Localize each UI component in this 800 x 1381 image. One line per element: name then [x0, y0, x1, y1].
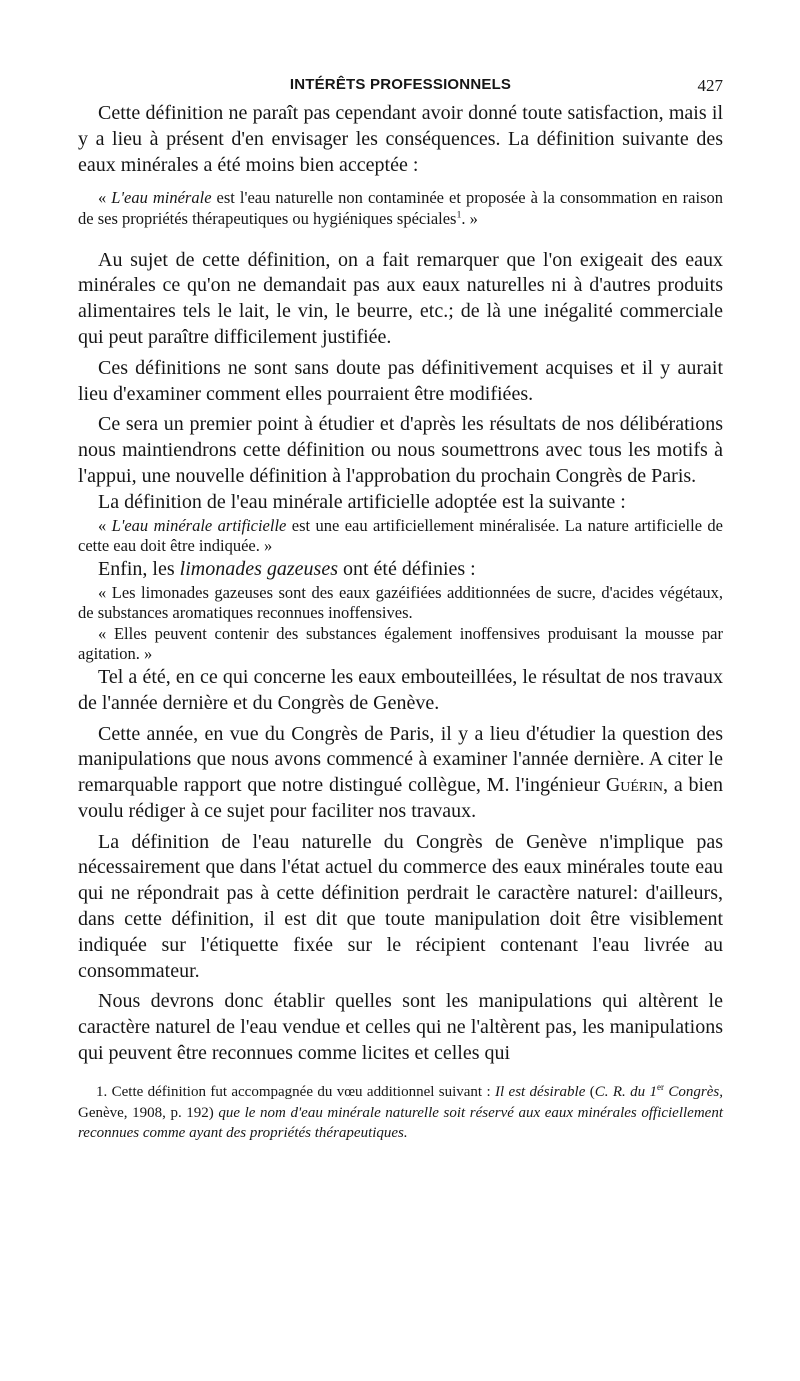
paragraph-7: Tel a été, en ce qui concerne les eaux embouteillées, le résultat de nos travaux de l'année dernière et du Congrès de Genève. [78, 665, 723, 714]
paragraph-8: Cette année, en vue du Congrès de Paris, il y a lieu d'étudier la question des manipulations que nous avons commencé à examiner l'année dernière. A citer le remarquable rapport que notre distingué collègue, M. l'ingénieur Guérin, a bien voulu rédiger à ce sujet pour faciliter nos travaux. [78, 722, 723, 822]
quote-mineral-water-definition: « L'eau minérale est l'eau naturelle non contaminée et proposée à la consommation en raison de ses propriétés thérapeutiques ou hygiéniques spéciales$^1$. » [78, 188, 723, 228]
paragraph-4: Ce sera un premier point à étudier et d'après les résultats de nos délibérations nous maintiendrons cette définition ou nous soumettrons avec tous les motifs à l'appui, une nouvelle définition à l'approbation du prochain Congrès de Paris. [78, 413, 723, 487]
defined-term: L'eau minérale artificielle [111, 515, 287, 535]
footnote-1: 1. Cette définition fut accompagnée du vœu additionnel suivant : Il est désirable (C. R. du 1er Congrès, Genève, 1908, p. 192) que le nom d'eau minérale naturelle soit réservé aux eaux minérales officiellement reconnues comme ayant des propriétés thérapeutiques. [78, 1081, 724, 1142]
paragraph-1: Cette définition ne paraît pas cependant avoir donné toute satisfaction, mais il y a lieu à présent d'en envisager les conséquences. La définition suivante des eaux minérales a été moins bien acceptée : [78, 102, 723, 176]
quote-artificial-water-definition: « L'eau minérale artificielle est une eau artificiellement minéralisée. La nature artificielle de cette eau doit être indiquée. » [78, 515, 723, 556]
person-name: Guérin [605, 774, 664, 797]
defined-term: limonades gazeuses [179, 557, 338, 580]
paragraph-9: La définition de l'eau naturelle du Congrès de Genève n'implique pas nécessairement que dans l'état actuel du commerce des eaux minérales toute eau qui ne répondrait pas à cette définition perdrait le caractère naturel: d'ailleurs, dans cette définition, il est dit que toute manipulation doit être visiblement indiquée sur l'étiquette fixée sur le récipient contenant l'eau livrée au consommateur. [78, 830, 723, 982]
paragraph-5: La définition de l'eau minérale artificielle adoptée est la suivante : [98, 490, 626, 513]
paragraph-6: Enfin, les limonades gazeuses ont été définies : [98, 557, 476, 580]
running-header [78, 70, 723, 96]
paragraph-10: Nous devrons donc établir quelles sont les manipulations qui altèrent le caractère naturel de l'eau vendue et celles qui ne l'altèrent pas, les manipulations qui peuvent être reconnues comme licites et celles qui [78, 990, 723, 1065]
quote-lemonade-foam: « Elles peuvent contenir des substances également inoffensives produisant la mousse par agitation. » [78, 623, 723, 664]
quote-lemonade-definition: « Les limonades gazeuses sont des eaux gazéifiées additionnées de sucre, d'acides végétaux, de substances aromatiques reconnues inoffensives. [78, 582, 723, 623]
paragraph-3: Ces définitions ne sont sans doute pas définitivement acquises et il y aurait lieu d'examiner comment elles pourraient être modifiées. [78, 356, 723, 405]
page-number: 427 [697, 76, 723, 95]
footnote-ref[interactable]: 1 [456, 209, 462, 221]
document-page [78, 70, 723, 1144]
running-title: INTÉRÊTS PROFESSIONNELS [289, 76, 512, 93]
footnote-number: 1. [96, 1083, 108, 1100]
footnotes [78, 1082, 723, 1144]
paragraph-2: Au sujet de cette définition, on a fait remarquer que l'on exigeait des eaux minérales ce qu'on ne demandait pas aux eaux naturelles ni à d'autres produits alimentaires tels le lait, le vin, le beurre, etc.; de là une inégalité commerciale qui peut paraître difficilement justifiée. [78, 248, 723, 348]
defined-term: L'eau minérale [111, 188, 212, 208]
